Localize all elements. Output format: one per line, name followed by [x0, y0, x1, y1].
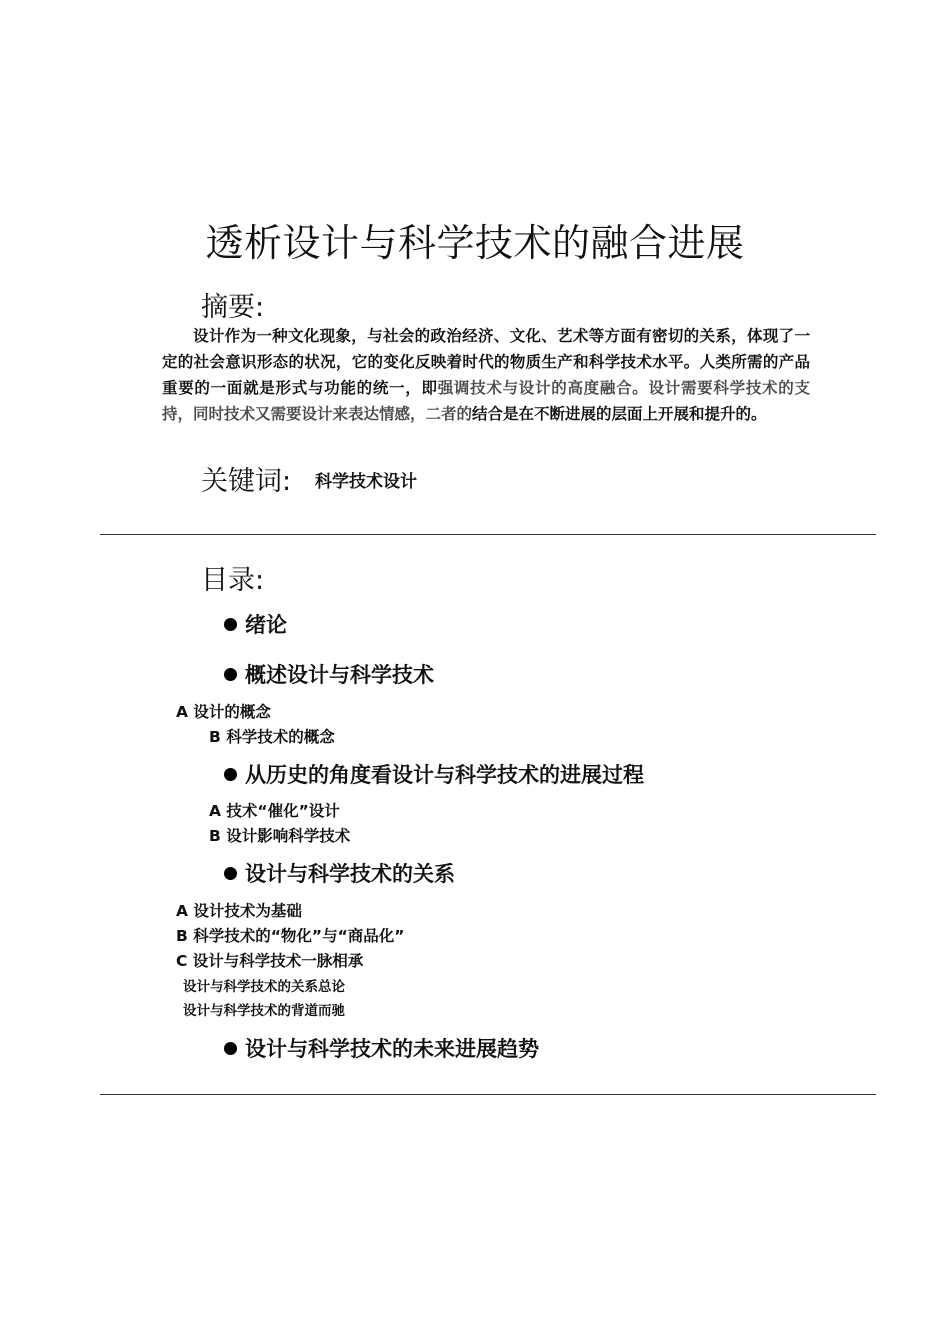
keywords-heading: 关键词:: [201, 466, 292, 497]
toc-item-overview[interactable]: [224, 659, 434, 689]
toc-subitem-relationship-summary[interactable]: 设计与科学技术的关系总论: [183, 979, 345, 995]
toc-item-future-trend[interactable]: [224, 1033, 539, 1063]
toc-subitem-tech-foundation[interactable]: A 设计技术为基础: [176, 902, 302, 920]
toc-subitem-same-lineage[interactable]: C 设计与科学技术一脉相承: [176, 952, 364, 970]
toc-subitem-design-concept[interactable]: A 设计的概念: [176, 703, 271, 721]
bullet-icon: [224, 1042, 237, 1055]
divider-bottom: [100, 1094, 876, 1095]
toc-item-label: 设计与科学技术的未来进展趋势: [245, 1037, 539, 1061]
toc-subitem-materialization[interactable]: B 科学技术的“物化”与“商品化”: [176, 927, 405, 945]
keywords-value: 科学技术设计: [315, 472, 417, 492]
bullet-icon: [224, 768, 237, 781]
toc-item-history[interactable]: [224, 759, 644, 789]
toc-item-label: 绪论: [245, 613, 287, 637]
abstract-paragraph: [162, 323, 810, 427]
toc-item-label: 从历史的角度看设计与科学技术的进展过程: [245, 763, 644, 787]
document-title: 透析设计与科学技术的融合进展: [205, 221, 745, 265]
toc-item-label: 概述设计与科学技术: [245, 663, 434, 687]
bullet-icon: [224, 867, 237, 880]
toc-subitem-tech-concept[interactable]: B 科学技术的概念: [209, 728, 335, 746]
toc-item-label: 设计与科学技术的关系: [245, 862, 455, 886]
toc-item-relationship[interactable]: [224, 858, 455, 888]
abstract-heading: 摘要:: [201, 292, 265, 323]
abstract-text-part1: 设计作为一种文化现象，与社会的政治经济、文化、艺术等方面有密切的关系，体现了一定的社会意识形态的状况，它的变化反映着时代的物质生产和科学技术水平。人类所需的产品重要的一面就是形式与功能的统一，即: [162, 327, 810, 397]
abstract-text-part2: 强调技术与设计的高度融合。设计需要科学技术的支持，同时技术又需要设计来表达情感，二者的: [162, 379, 810, 423]
bullet-icon: [224, 618, 237, 631]
abstract-text-part3: 结合是在不断进展的层面上开展和提升的。: [472, 405, 767, 423]
divider-top: [100, 534, 876, 535]
bullet-icon: [224, 668, 237, 681]
toc-subitem-divergence[interactable]: 设计与科学技术的背道而驰: [183, 1003, 345, 1019]
toc-subitem-design-influence[interactable]: B 设计影响科学技术: [209, 827, 351, 845]
toc-subitem-tech-catalyze[interactable]: A 技术“催化”设计: [209, 802, 340, 820]
toc-heading: 目录:: [201, 565, 265, 596]
toc-item-introduction[interactable]: [224, 609, 287, 639]
